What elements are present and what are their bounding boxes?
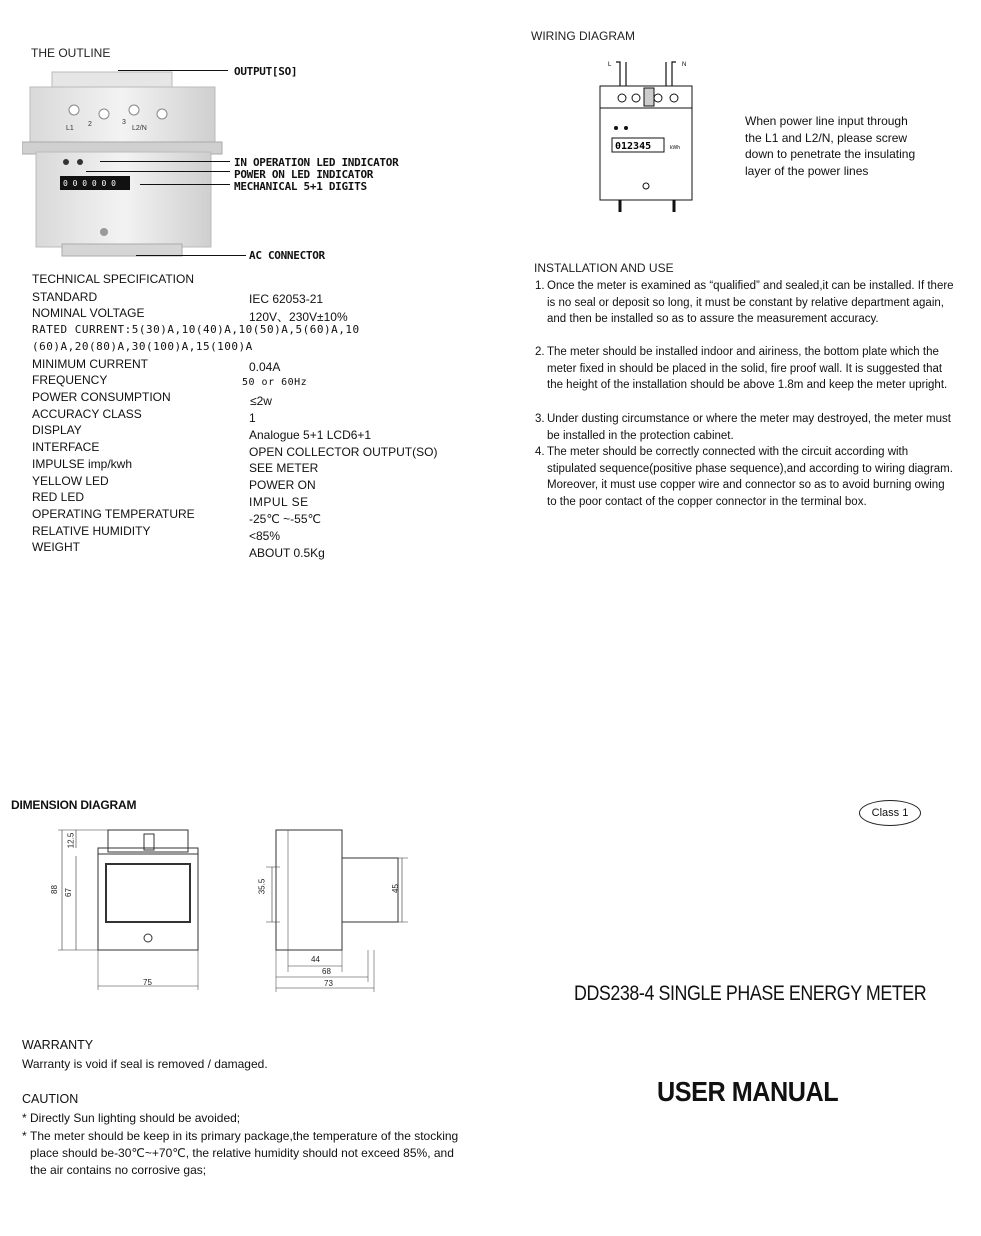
install-item xyxy=(535,444,955,510)
spec-label: MINIMUM CURRENT xyxy=(32,357,148,371)
dim-35-5: 35.5 xyxy=(257,878,267,895)
wiring-label-l: L xyxy=(608,62,612,68)
caution-bullet: * xyxy=(22,1111,27,1125)
callout-output: OUTPUT[SO] xyxy=(234,65,298,78)
install-text: Under dusting circumstance or where the meter may destroyed, the meter must be installed in the protection cabinet. xyxy=(547,413,951,442)
spec-label: IMPULSE imp/kwh xyxy=(32,457,133,471)
install-num: 2. xyxy=(535,346,545,358)
dim-73: 73 xyxy=(324,979,333,988)
spec-value: 1 xyxy=(249,411,256,425)
wiring-diagram xyxy=(590,56,710,214)
wiring-note-line: the L1 and L2/N, please screw xyxy=(745,130,908,145)
dim-88: 88 xyxy=(49,885,59,894)
callout-line-power xyxy=(86,171,230,172)
spec-value: IEC 62053-21 xyxy=(249,292,324,306)
spec-value: SEE METER xyxy=(249,461,319,475)
dim-67: 67 xyxy=(63,888,73,897)
callout-operation-led: IN OPERATION LED INDICATOR xyxy=(234,156,399,169)
spec-label: RELATIVE HUMIDITY xyxy=(32,524,151,538)
wiring-title: WIRING DIAGRAM xyxy=(531,29,635,43)
callout-line-digits xyxy=(140,184,230,185)
caution-item xyxy=(22,1128,462,1179)
spec-label: WEIGHT xyxy=(32,540,80,554)
spec-value: OPEN COLLECTOR OUTPUT(SO) xyxy=(249,445,438,459)
spec-value: -25℃ ~-55℃ xyxy=(249,512,321,526)
spec-value: ≤2w xyxy=(250,394,272,408)
wiring-unit: kWh xyxy=(670,145,680,151)
spec-label: OPERATING TEMPERATURE xyxy=(32,507,195,521)
spec-value: 120V、230V±10% xyxy=(249,310,348,324)
dimension-side-view xyxy=(250,822,415,997)
meter-label-l1: L1 xyxy=(66,125,74,132)
install-num: 1. xyxy=(535,280,545,292)
wiring-note-line: layer of the power lines xyxy=(745,163,869,178)
spec-value: IMPUL SE xyxy=(249,495,309,509)
dim-75: 75 xyxy=(143,978,152,987)
spec-value: 50 or 60Hz xyxy=(242,377,308,388)
caution-item xyxy=(22,1110,462,1127)
callout-line-operation xyxy=(100,161,230,162)
install-text: The meter should be installed indoor and airiness, the bottom plate which the meter fixed in should be placed in the solid, fire proof wall. It is suggested that the height of the installation should be above 1.8m and keep the meter upright. xyxy=(547,346,948,392)
spec-label: YELLOW LED xyxy=(32,474,109,488)
meter-label-l2n: L2/N xyxy=(132,125,147,132)
install-text: Once the meter is examined as “qualified” and sealed,it can be installed. If there is no seal or deposit so long, it must be constant by relative department again, and then be installed so as to assure the measurement accuracy. xyxy=(547,280,954,326)
spec-label: RED LED xyxy=(32,490,85,504)
caution-title: CAUTION xyxy=(22,1092,79,1106)
spec-label: STANDARD xyxy=(32,290,98,304)
class-badge: Class 1 xyxy=(859,800,921,826)
dim-44: 44 xyxy=(311,955,320,964)
meter-label-2: 2 xyxy=(88,121,92,128)
spec-value: Analogue 5+1 LCD6+1 xyxy=(249,428,372,442)
dim-45: 45 xyxy=(390,884,400,893)
dim-68: 68 xyxy=(322,967,331,976)
dimension-title: DIMENSION DIAGRAM xyxy=(11,798,137,812)
install-item xyxy=(535,411,955,444)
spec-value: <85% xyxy=(249,529,281,543)
wiring-counter: 012345 xyxy=(615,141,652,152)
wiring-label-n: N xyxy=(682,62,687,68)
callout-digits: MECHANICAL 5+1 DIGITS xyxy=(234,180,367,193)
spec-label: NOMINAL VOLTAGE xyxy=(32,306,145,320)
install-num: 4. xyxy=(535,446,545,458)
warranty-text: Warranty is void if seal is removed / damaged. xyxy=(22,1057,268,1071)
spec-label: ACCURACY CLASS xyxy=(32,407,142,421)
callout-line-output xyxy=(118,70,228,71)
dim-12-5: 12.5 xyxy=(66,832,76,849)
callout-line-ac xyxy=(136,255,246,256)
meter-label-3: 3 xyxy=(122,119,126,126)
spec-value: ABOUT 0.5Kg xyxy=(249,546,325,560)
manual-title: USER MANUAL xyxy=(657,1076,839,1107)
caution-bullet: * xyxy=(22,1129,27,1143)
install-title: INSTALLATION AND USE xyxy=(534,261,674,275)
install-item xyxy=(535,278,955,328)
install-item xyxy=(535,344,955,394)
caution-text: The meter should be keep in its primary package,the temperature of the stocking place should be-30℃~+70℃, the relative humidity should not exceed 85%, and the air contains no corrosive gas; xyxy=(30,1129,459,1177)
caution-text: Directly Sun lighting should be avoided; xyxy=(30,1111,241,1125)
product-title: DDS238-4 SINGLE PHASE ENERGY METER xyxy=(574,982,927,1005)
spec-rated-current-1: RATED CURRENT:5(30)A,10(40)A,10(50)A,5(60)A,10 xyxy=(32,323,360,336)
spec-label: FREQUENCY xyxy=(32,373,108,387)
spec-rated-current-2: (60)A,20(80)A,30(100)A,15(100)A xyxy=(32,340,253,353)
spec-label: INTERFACE xyxy=(32,440,100,454)
spec-title: TECHNICAL SPECIFICATION xyxy=(32,272,195,286)
wiring-note xyxy=(745,113,915,179)
warranty-title: WARRANTY xyxy=(22,1038,94,1052)
spec-label: DISPLAY xyxy=(32,423,82,437)
callout-ac-connector: AC CONNECTOR xyxy=(249,249,325,262)
install-num: 3. xyxy=(535,413,545,425)
meter-counter: 0 0 0 0 0 0 xyxy=(63,179,116,188)
spec-value: 0.04A xyxy=(249,360,281,374)
install-text: The meter should be correctly connected with the circuit according with stipulated sequence(positive phase sequence),and according to wiring diagram. Moreover, it must use copper wire and connector so as to avoid burning owing to the poor contact of the copper connector in the terminal box. xyxy=(547,446,953,508)
spec-value: POWER ON xyxy=(249,478,316,492)
outline-title: THE OUTLINE xyxy=(31,46,111,60)
wiring-note-line: down to penetrate the insulating xyxy=(745,147,916,162)
meter-photo xyxy=(22,62,232,262)
callout-power-led: POWER ON LED INDICATOR xyxy=(234,168,374,181)
wiring-note-line: When power line input through xyxy=(745,114,908,128)
spec-label: POWER CONSUMPTION xyxy=(32,390,171,404)
